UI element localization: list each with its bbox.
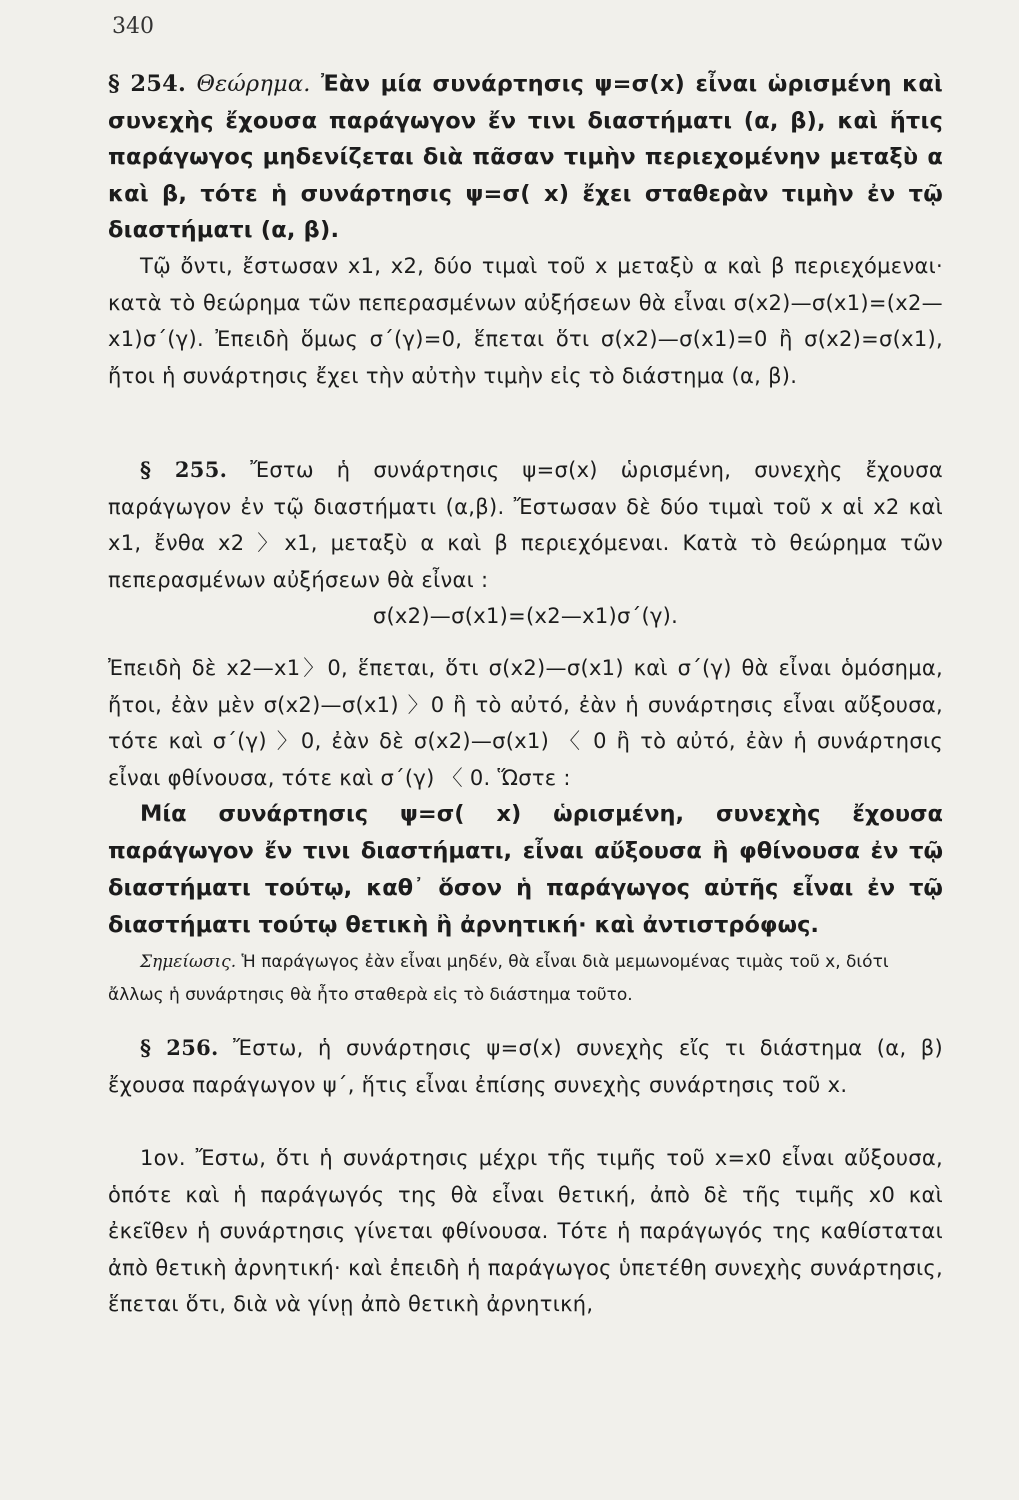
- note-text: Ἡ παράγωγος ἐὰν εἶναι μηδέν, θὰ εἶναι διὰ μεμωνομένας τιμὰς τοῦ x, διότι ἄλλως ἡ συνάρτησις θὰ ἦτο σταθερὰ εἰς τὸ διάστημα τοῦτο.: [108, 952, 889, 1005]
- section-255-intro: [108, 452, 943, 598]
- proof-paragraph: Τῷ ὄντι, ἔστωσαν x1, x2, δύο τιμαὶ τοῦ x μεταξὺ α καὶ β περιεχόμεναι· κατὰ τὸ θεώρημα τῶν πεπερασμένων αὐξήσεων θὰ εἶναι σ(x2)—σ(x1)=(x2—x1)σ΄(γ). Ἐπειδὴ ὅμως σ΄(γ)=0, ἕπεται ὅτι σ(x2)—σ(x1)=0 ἢ σ(x2)=σ(x1), ἤτοι ἡ συνάρτησις ἔχει τὴν αὐτὴν τιμὴν εἰς τὸ διάστημα (α, β).: [108, 254, 943, 388]
- section-number: § 254.: [108, 71, 186, 97]
- page-number: 340: [112, 14, 154, 39]
- note-label: Σημείωσις.: [140, 952, 237, 972]
- equation: σ(x2)—σ(x1)=(x2—x1)σ΄(γ).: [372, 604, 679, 628]
- note-paragraph: [108, 946, 943, 1012]
- theorem-label: Θεώρημα.: [196, 71, 311, 97]
- section-number: § 255.: [140, 457, 228, 482]
- section-256: [108, 1030, 943, 1103]
- paragraph-continuation: Ἐπειδὴ δὲ x2—x1〉0, ἕπεται, ὅτι σ(x2)—σ(x1) καὶ σ΄(γ) θὰ εἶναι ὁμόσημα, ἤτοι, ἐὰν μὲν σ(x2)—σ(x1) 〉0 ἢ τὸ αὐτό, ἐὰν ἡ συνάρτησις εἶναι αὔξουσα, τότε καὶ σ΄(γ) 〉0, ἐὰν δὲ σ(x2)—σ(x1) 〈 0 ἢ τὸ αὐτό, ἐὰν ἡ συνάρτησις εἶναι φθίνουσα, τότε καὶ σ΄(γ) 〈 0. Ὥστε :: [108, 656, 943, 790]
- section-255: [108, 452, 943, 635]
- paragraph-text: Ἔστω, ἡ συνάρτησις ψ=σ(x) συνεχὴς εἴς τι διάστημα (α, β) ἔχουσα παράγωγον ψ΄, ἥτις εἶναι ἐπίσης συνεχὴς συνάρτησις τοῦ x.: [108, 1036, 943, 1097]
- paragraph-text: Ἔστω ἡ συνάρτησις ψ=σ(x) ὡρισμένη, συνεχὴς ἔχουσα παράγωγον ἐν τῷ διαστήματι (α,β). Ἔστωσαν δὲ δύο τιμαὶ τοῦ x αἱ x2 καὶ x1, ἔνθα x2 〉x1, μεταξὺ α καὶ β περιεχόμεναι. Κατὰ τὸ θεώρημα τῶν πεπερασμένων αὐξήσεων θὰ εἶναι :: [108, 458, 944, 592]
- section-number: § 256.: [140, 1035, 219, 1060]
- theorem-254: [108, 66, 943, 249]
- conclusion-statement: Μία συνάρτησις ψ=σ( x) ὡρισμένη, συνεχὴς ἔχουσα παράγωγον ἔν τινι διαστήματι, εἶναι αὔξουσα ἢ φθίνουσα ἐν τῷ διαστήματι τούτῳ, καθ᾽ ὅσον ἡ παράγωγος αὐτῆς εἶναι ἐν τῷ διαστήματι τούτῳ θετικὴ ἢ ἀρνητική· καὶ ἀντιστρόφως.: [108, 801, 943, 938]
- theorem-text: Ἐὰν μία συνάρτησις ψ=σ(x) εἶναι ὡρισμένη καὶ συνεχὴς ἔχουσα παράγωγον ἔν τινι διαστήματι (α, β), καὶ ἥτις παράγωγος μηδενίζεται διὰ πᾶσαν τιμὴν περιεχομένην μεταξὺ α καὶ β, τότε ἡ συνάρτησις ψ=σ( x) ἔχει σταθερὰν τιμὴν ἐν τῷ διαστήματι (α, β).: [108, 71, 943, 243]
- case-1-paragraph: 1ον. Ἔστω, ὅτι ἡ συνάρτησις μέχρι τῆς τιμῆς τοῦ x=x0 εἶναι αὔξουσα, ὁπότε καὶ ἡ παράγωγός της θὰ εἶναι θετική, ἀπὸ δὲ τῆς τιμῆς x0 καὶ ἐκεῖθεν ἡ συνάρτησις γίνεται φθίνουσα. Τότε ἡ παράγωγός της καθίσταται ἀπὸ θετικὴ ἀρνητική· καὶ ἐπειδὴ ἡ παράγωγος ὑπετέθη συνεχὴς συνάρτησις, ἕπεται ὅτι, διὰ νὰ γίνῃ ἀπὸ θετικὴ ἀρνητική,: [108, 1146, 943, 1316]
